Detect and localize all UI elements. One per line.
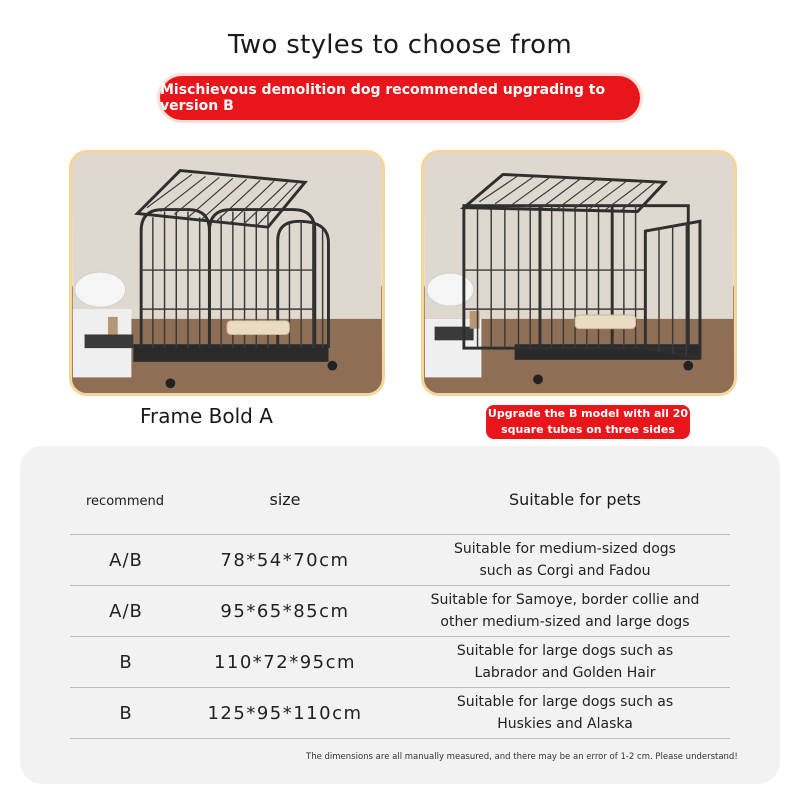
caption-b-line1: Upgrade the B model with all 20 — [487, 407, 689, 420]
cell-size: 125*95*110cm — [207, 702, 363, 724]
cell-recommend: B — [119, 702, 133, 724]
cell-suitable-line2: Huskies and Alaska — [497, 716, 633, 732]
product-image-a — [69, 150, 385, 396]
table-row — [70, 688, 730, 738]
cell-suitable-line1: Suitable for medium-sized dogs — [454, 541, 676, 557]
cell-size: 78*54*70cm — [220, 549, 350, 571]
cell-suitable — [410, 688, 720, 738]
cell-suitable-line2: Labrador and Golden Hair — [474, 665, 656, 681]
cell-suitable-line1: Suitable for large dogs such as — [456, 694, 674, 710]
caption-frame-b — [486, 405, 690, 439]
cell-recommend: A/B — [109, 600, 143, 622]
cell-suitable-line1: Suitable for Samoye, border collie and — [430, 592, 700, 608]
cell-recommend: B — [119, 651, 133, 673]
table-row — [70, 637, 730, 687]
table-divider — [70, 738, 730, 739]
cell-suitable — [410, 535, 720, 585]
header-recommend: recommend — [86, 494, 164, 509]
caption-b-line2: square tubes on three sides — [501, 423, 675, 436]
caption-frame-a: Frame Bold A — [140, 404, 273, 428]
header-size: size — [269, 490, 301, 509]
cage-a-illustration — [72, 153, 382, 393]
page-title: Two styles to choose from — [228, 30, 572, 60]
cell-size: 110*72*95cm — [213, 651, 357, 673]
cell-suitable — [410, 586, 720, 636]
cell-suitable-line1: Suitable for large dogs such as — [456, 643, 674, 659]
cell-suitable-line2: other medium-sized and large dogs — [440, 614, 690, 630]
table-row — [70, 586, 730, 636]
product-image-b — [421, 150, 737, 396]
cell-suitable — [410, 637, 720, 687]
cell-suitable-line2: such as Corgi and Fadou — [479, 563, 651, 579]
cell-recommend: A/B — [109, 549, 143, 571]
header-suitable: Suitable for pets — [508, 490, 642, 509]
table-row — [70, 535, 730, 585]
cage-b-illustration — [424, 153, 734, 393]
recommendation-banner: Mischievous demolition dog recommended upgrading to version B — [160, 76, 640, 120]
cell-size: 95*65*85cm — [220, 600, 350, 622]
measurement-footnote: The dimensions are all manually measured, and there may be an error of 1-2 cm. Please understand! — [306, 752, 738, 762]
